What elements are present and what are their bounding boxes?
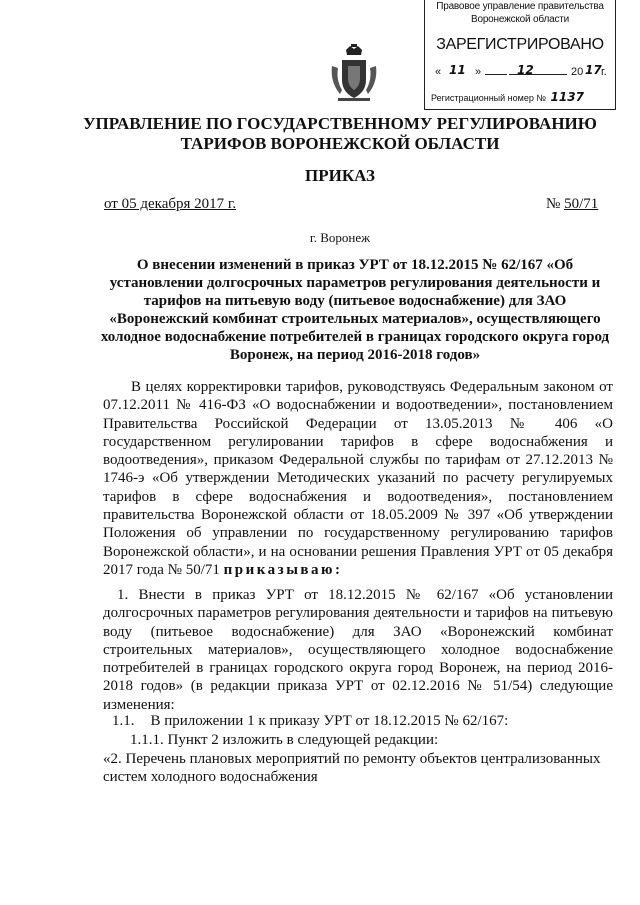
coat-of-arms-icon [328,44,380,104]
item-1-paragraph: 1. Внести в приказ УРТ от 18.12.2015 № 62/167 «Об установлении долгосрочных параметров регулирования деятельности и тарифов на питьевую воду (питьевое водоснабжение) для ЗАО «Воронежский комбинат строительных материалов», осуществляющего холодное водоснабжение потребителей в границах городского округа город Воронеж, на период 2016-2018 годов» (в редакции приказа УРТ от 02.12.2016 № 51/54) следующие изменения: [103,587,613,713]
stamp-number: 1137 [550,90,584,104]
preamble-paragraph [103,378,613,579]
stamp-date-line: « 11 » 12 20 17 г. [435,63,607,78]
stamp-number-label: Регистрационный номер № [431,93,547,103]
stamp-registered: ЗАРЕГИСТРИРОВАНО [436,36,604,53]
item-1-1-1: 1.1.1. Пункт 2 изложить в следующей редакции: [130,732,439,748]
preamble-emphasis: приказываю: [223,561,343,578]
order-number-prefix: № [546,196,561,212]
authority-title [60,114,620,154]
quoted-item-2: «2. Перечень плановых мероприятий по ремонту объектов централизованных систем холодного водоснабжения [103,751,601,785]
stamp-org-line-1: Правовое управление правительства [436,1,604,12]
stamp-year-suffix: 17 [585,63,602,77]
item-1-1 [112,712,508,730]
item-1-1-text: В приложении 1 к приказу УРТ от 18.12.2015 № 62/167: [150,713,509,729]
order-subject: О внесении изменений в приказ УРТ от 18.12.2015 № 62/167 «Об установлении долгосрочных параметров регулирования деятельности и тарифов на питьевую воду (питьевое водоснабжение) для ЗАО «Воронежский комбинат строительных материалов», осуществляющего холодное водоснабжение потребителей в границах городского округа город Воронеж, на период 2016-2018 годов» [100,257,610,363]
stamp-year-g: г. [601,66,607,78]
stamp-year-prefix: 20 [571,66,584,78]
order-number [546,196,598,213]
order-date: от 05 декабря 2017 г. [104,196,237,212]
order-heading: ПРИКАЗ [305,166,375,185]
stamp-month: 12 [517,63,534,77]
city: г. Воронеж [309,230,371,245]
item-1-1-number: 1.1. [112,713,135,729]
stamp-number-line [431,90,609,106]
preamble-text: В целях корректировки тарифов, руководствуясь Федеральным законом от 07.12.2011 № 416-ФЗ «О водоснабжении и водоотведении», постановлением Правительства Российской Федерации от 13.05.2013 № 406 «О государственном регулировании тарифов в сфере водоснабжения и водоотведения», приказом Федеральной службы по тарифам от 27.12.2013 № 1746-э «Об утверждении Методических указаний по расчету регулируемых тарифов в сфере водоснабжения и водоотведения», постановлением правительства Воронежской области от 18.05.2009 № 397 «Об утверждении Положения об управлении по государственному регулированию тарифов Воронежской области», и на основании решения Правления УРТ от 05 декабря 2017 года № 50/71 [103,379,613,578]
order-number-value: 50/71 [564,196,599,212]
registration-stamp [424,0,616,110]
authority-title-line-2: ТАРИФОВ ВОРОНЕЖСКОЙ ОБЛАСТИ [180,134,500,153]
stamp-day: 11 [449,63,466,77]
stamp-org-line-2: Воронежской области [470,14,570,25]
authority-title-line-1: УПРАВЛЕНИЕ ПО ГОСУДАРСТВЕННОМУ РЕГУЛИРОВАНИЮ [83,114,597,133]
